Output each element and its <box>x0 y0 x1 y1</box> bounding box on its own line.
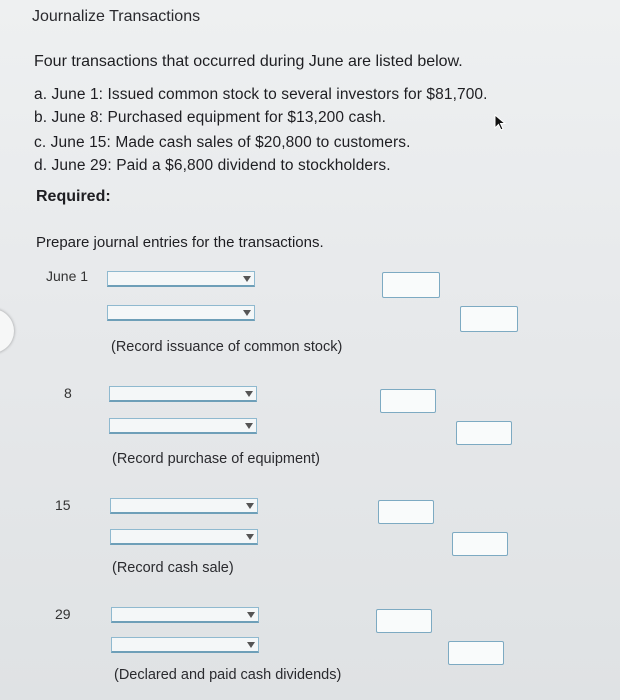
chevron-down-icon <box>245 391 253 397</box>
chevron-down-icon <box>243 310 251 316</box>
instruction-text: Prepare journal entries for the transactions. <box>36 234 324 251</box>
entry-3-credit-amount[interactable] <box>452 532 508 556</box>
intro-text: Four transactions that occurred during June are listed below. <box>34 53 463 70</box>
entry-1-debit-account-select[interactable] <box>107 271 255 287</box>
entry-1-memo: (Record issuance of common stock) <box>111 339 343 355</box>
entry-4-credit-amount[interactable] <box>448 641 504 665</box>
chevron-left-icon <box>0 322 6 339</box>
entry-3-credit-account-select[interactable] <box>110 529 258 545</box>
entry-3-date: 15 <box>55 497 71 513</box>
transaction-a: a. June 1: Issued common stock to several investors for $81,700. <box>34 86 488 103</box>
entry-2-credit-account-select[interactable] <box>109 418 257 434</box>
entry-2-date: 8 <box>64 385 72 401</box>
entry-4-credit-account-select[interactable] <box>111 637 259 653</box>
chevron-down-icon <box>246 503 254 509</box>
mouse-cursor-icon <box>494 114 508 132</box>
entry-1-credit-amount[interactable] <box>460 306 518 332</box>
transaction-d: d. June 29: Paid a $6,800 dividend to stockholders. <box>34 157 391 174</box>
entry-1-debit-amount[interactable] <box>382 272 440 298</box>
transaction-b: b. June 8: Purchased equipment for $13,200 cash. <box>34 109 387 126</box>
entry-2-debit-amount[interactable] <box>380 389 436 413</box>
entry-4-debit-account-select[interactable] <box>111 607 259 623</box>
entry-1-credit-account-select[interactable] <box>107 305 255 321</box>
chevron-down-icon <box>246 534 254 540</box>
entry-2-credit-amount[interactable] <box>456 421 512 445</box>
transaction-c: c. June 15: Made cash sales of $20,800 to customers. <box>34 134 411 151</box>
entry-4-debit-amount[interactable] <box>376 609 432 633</box>
chevron-down-icon <box>247 642 255 648</box>
entry-4-date: 29 <box>55 606 71 622</box>
entry-1-date: June 1 <box>46 268 89 284</box>
entry-3-debit-amount[interactable] <box>378 500 434 524</box>
chevron-down-icon <box>247 612 255 618</box>
entry-4-memo: (Declared and paid cash dividends) <box>114 667 342 683</box>
chevron-down-icon <box>243 276 251 282</box>
entry-3-debit-account-select[interactable] <box>110 498 258 514</box>
entry-3-memo: (Record cash sale) <box>112 560 234 576</box>
required-heading: Required: <box>36 188 111 205</box>
page-title: Journalize Transactions <box>32 8 201 25</box>
entry-2-debit-account-select[interactable] <box>109 386 257 402</box>
chevron-down-icon <box>245 423 253 429</box>
previous-page-tab[interactable] <box>0 309 14 353</box>
entry-2-memo: (Record purchase of equipment) <box>112 451 320 467</box>
